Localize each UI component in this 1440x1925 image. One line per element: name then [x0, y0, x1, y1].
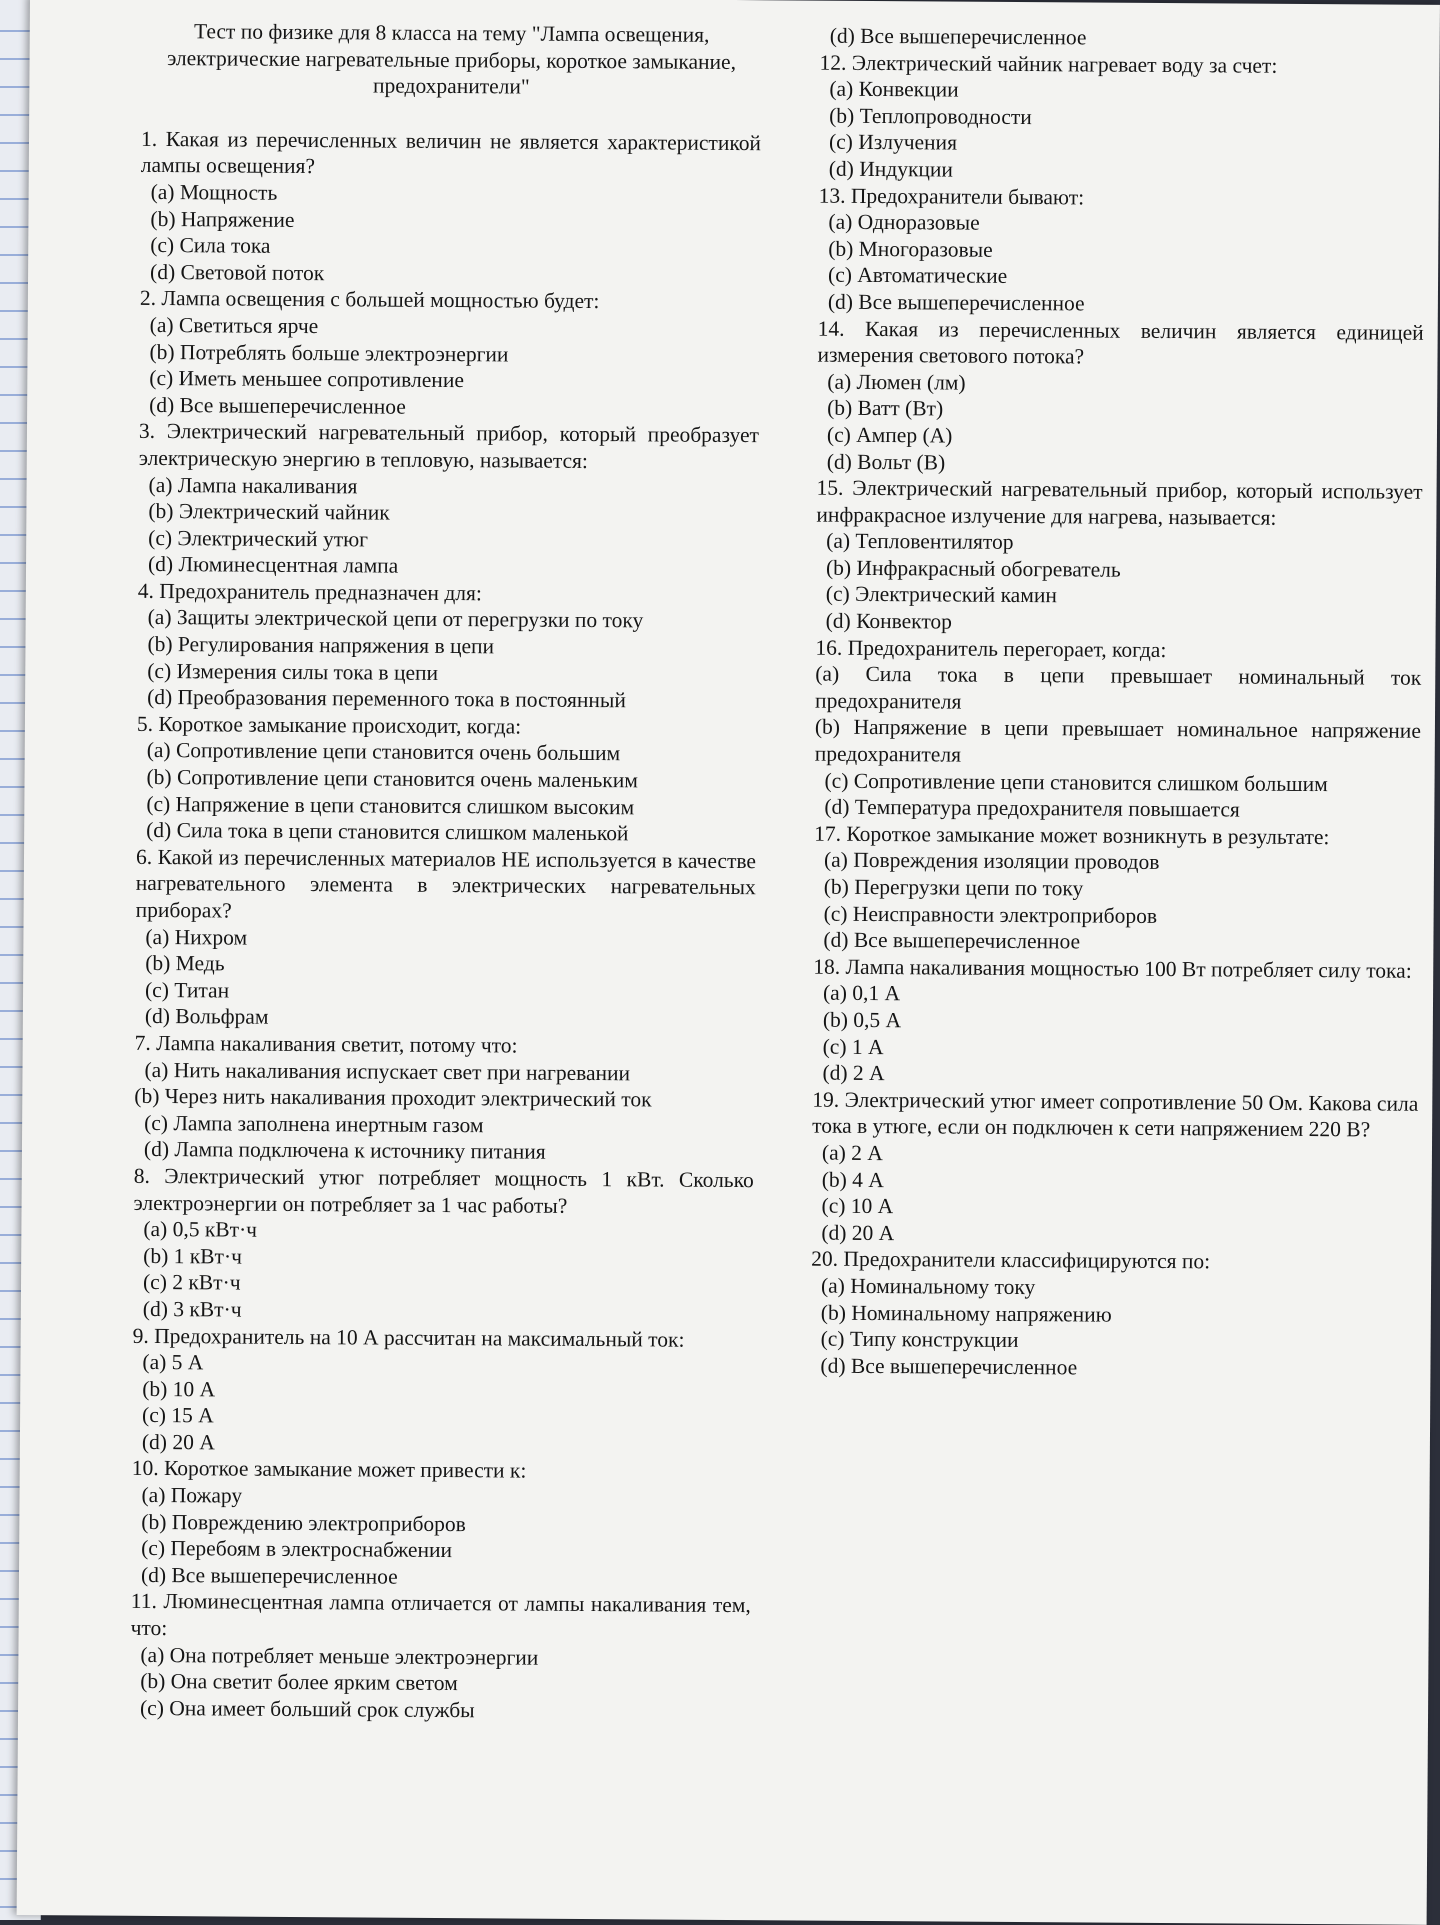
answer-option: (a) Пожару [141, 1482, 243, 1508]
question-text: 9. Предохранитель на 10 А рассчитан на максимальный ток: [132, 1323, 685, 1352]
answer-option: (b) Потреблять больше электроэнергии [149, 339, 509, 366]
question-text: 7. Лампа накаливания светит, потому что: [134, 1030, 518, 1058]
answer-option: (d) Все вышеперечисленное [829, 23, 1087, 50]
answer-option: (b) 1 кВт·ч [143, 1243, 243, 1269]
answer-option: (d) Вольфрам [144, 1004, 269, 1030]
answer-option: (c) 2 кВт·ч [142, 1270, 241, 1295]
answer-option: (b) Она светит более ярким светом [140, 1669, 458, 1696]
left-column [130, 18, 762, 1726]
answer-option: (a) Тепловентилятор [826, 528, 1014, 555]
answer-option: (b) Перегрузки цепи по току [823, 874, 1084, 901]
question-block [132, 1322, 753, 1459]
question-text: 16. Предохранитель перегорает, когда: [815, 635, 1167, 662]
answer-option: (b) Номинальному напряжению [820, 1300, 1112, 1327]
answer-option: (a) 0,5 кВт·ч [143, 1217, 258, 1242]
question-text: 15. Электрический нагревательный прибор, который использует инфракрасное излучение для нагрева, называется: [816, 475, 1423, 530]
question-block [813, 820, 1420, 957]
answer-option: (c) 10 А [821, 1193, 894, 1219]
page-title: Тест по физике для 8 класса на тему "Лампа освещения, электрические нагревательные приборы, короткое замыкание, предохранители" [167, 19, 737, 99]
question-text: 4. Предохранитель предназначен для: [137, 578, 482, 606]
answer-option: (a) Защиты электрической цепи от перегрузки по току [147, 605, 644, 633]
question-block [140, 126, 761, 290]
answer-option: (a) 5 А [142, 1349, 204, 1375]
answer-option: (b) 10 А [142, 1376, 216, 1402]
answer-option: (d) Лампа подключена к источнику питания [143, 1137, 546, 1165]
answer-option: (d) Индукции [828, 156, 954, 182]
answer-option: (c) 15 А [142, 1403, 214, 1428]
answer-option: (b) Регулирования напряжения в цепи [147, 631, 495, 659]
answer-option: (b) Сопротивление цепи становится очень маленьким [146, 764, 638, 793]
question-text: 11. Люминесцентная лампа отличается от лампы накаливания тем, что: [130, 1589, 751, 1641]
question-block [130, 1588, 751, 1725]
answer-option: (a) 2 А [821, 1140, 883, 1165]
answer-option: (d) Все вышеперечисленное [140, 1562, 398, 1589]
question-block [814, 634, 1421, 824]
answer-option: (a) Светиться ярче [149, 312, 319, 339]
question-block [136, 711, 757, 848]
question-text: 18. Лампа накаливания мощностью 100 Вт потребляет силу тока: [813, 954, 1412, 983]
question-text: 10. Короткое замыкание может привести к: [131, 1456, 527, 1484]
question-block [811, 1086, 1418, 1250]
question-block [816, 475, 1423, 639]
answer-option: (d) Температура предохранителя повышается [824, 794, 1240, 822]
answer-option: (b) Повреждению электроприборов [141, 1509, 466, 1536]
answer-option: (d) 20 А [821, 1220, 895, 1245]
answer-option: (b) Теплопроводности [829, 103, 1032, 129]
answer-option: (b) Ватт (Вт) [827, 395, 944, 421]
question-text: 8. Электрический утюг потребляет мощность 1 кВт. Сколько электроэнергии он потребляет за 1 час работы? [133, 1163, 754, 1218]
answer-option: (b) Напряжение [150, 206, 295, 232]
answer-option: (c) Излучения [828, 130, 958, 155]
answer-option: (b) 4 А [821, 1167, 884, 1192]
question-block [135, 844, 756, 1034]
question-block [817, 315, 1424, 479]
answer-option: (d) 3 кВт·ч [142, 1296, 242, 1322]
question-text: 12. Электрический чайник нагревает воду за счет: [819, 50, 1278, 78]
answer-option: (c) Неисправности электроприборов [823, 901, 1158, 928]
answer-option: (d) Все вышеперечисленное [820, 1353, 1078, 1380]
question-block [133, 1163, 754, 1327]
test-sheet [17, 0, 1440, 1925]
right-column [810, 23, 1425, 1383]
question-block [819, 49, 1426, 186]
answer-option: (c) Лампа заполнена инертным газом [144, 1110, 484, 1138]
question-list-right [810, 23, 1425, 1383]
answer-option: (c) Электрический камин [825, 582, 1057, 608]
answer-option: (b) Напряжение в цепи превышает номинальное напряжение предохранителя [814, 715, 1421, 767]
answer-option: (c) Перебоям в электроснабжении [141, 1536, 453, 1563]
answer-option: (c) Типу конструкции [820, 1326, 1019, 1353]
answer-option: (a) Нихром [145, 924, 248, 950]
answer-option: (d) 2 А [822, 1060, 885, 1086]
answer-option: (a) Мощность [150, 179, 278, 205]
answer-option: (c) Сопротивление цепи становится слишком большим [824, 768, 1328, 796]
answer-option: (b) Электрический чайник [148, 499, 390, 525]
question-text: 14. Какая из перечисленных величин является единицей измерения светового потока? [817, 316, 1424, 369]
answer-option: (c) Измерения силы тока в цепи [147, 658, 439, 685]
answer-option: (b) Многоразовые [828, 236, 993, 262]
question-text: 17. Короткое замыкание может возникнуть в результате: [814, 821, 1330, 849]
answer-option: (c) Она имеет больший срок службы [139, 1695, 475, 1723]
answer-option: (b) Через нить накаливания проходит электрический ток [134, 1083, 652, 1112]
answer-option: (c) Титан [144, 977, 230, 1003]
answer-option: (a) Сопротивление цепи становится очень большим [146, 738, 621, 766]
answer-option: (c) Автоматические [827, 263, 1008, 289]
answer-option: (d) Световой поток [150, 259, 325, 285]
question-block [810, 1246, 1417, 1383]
answer-option: (d) Сила тока в цепи становится слишком маленькой [146, 818, 629, 846]
answer-option: (d) Люминесцентная лампа [147, 552, 399, 578]
answer-option: (d) Все вышеперечисленное [149, 392, 406, 419]
question-block [138, 418, 759, 582]
answer-option: (d) Все вышеперечисленное [823, 927, 1081, 954]
question-text: 1. Какая из перечисленных величин не является характеристикой лампы освещения? [140, 126, 762, 179]
answer-option: (c) 1 А [822, 1034, 884, 1059]
answer-option: (a) Повреждения изоляции проводов [823, 848, 1160, 875]
answer-option: (a) Люмен (лм) [827, 369, 966, 395]
answer-option: (d) Вольт (В) [826, 449, 946, 474]
answer-option: (a) Сила тока в цепи превышает номинальный ток предохранителя [815, 661, 1422, 714]
answer-option: (c) Иметь меньшее сопротивление [149, 366, 465, 393]
question-text: 2. Лампа освещения с большей мощностью будет: [139, 286, 600, 314]
answer-option: (a) Лампа накаливания [148, 472, 358, 498]
question-text: 20. Предохранители классифицируются по: [811, 1246, 1211, 1274]
answer-option: (c) Напряжение в цепи становится слишком высоким [146, 791, 635, 819]
answer-option: (a) Номинальному току [820, 1273, 1036, 1300]
question-text: 13. Предохранители бывают: [818, 183, 1085, 210]
question-block [820, 23, 1426, 54]
answer-option: (b) 0,5 А [822, 1007, 902, 1033]
answer-option: (a) Она потребляет меньше электроэнергии [140, 1642, 539, 1670]
answer-option: (a) 0,1 А [822, 981, 901, 1006]
question-list-left [130, 126, 761, 1726]
question-block [137, 578, 758, 715]
answer-option: (a) Одноразовые [828, 209, 980, 235]
question-block [139, 285, 760, 422]
question-text: 5. Короткое замыкание происходит, когда: [136, 711, 522, 739]
question-block [131, 1455, 752, 1592]
answer-option: (d) Преобразования переменного тока в постоянный [147, 685, 626, 713]
question-block [134, 1030, 755, 1167]
answer-option: (d) Конвектор [825, 608, 953, 634]
answer-option: (b) Инфракрасный обогреватель [825, 555, 1121, 582]
question-text: 3. Электрический нагревательный прибор, который преобразует электрическую энергию в тепловую, называется: [138, 419, 760, 473]
question-block [812, 953, 1419, 1090]
answer-option: (c) Ампер (А) [826, 422, 953, 448]
answer-option: (c) Сила тока [150, 233, 271, 258]
question-block [818, 182, 1425, 319]
question-text: 19. Электрический утюг имеет сопротивление 50 Ом. Какова сила тока в утюге, если он подключен к сети напряжением 220 В? [812, 1087, 1419, 1142]
answer-option: (a) Нить накаливания испускает свет при нагревании [144, 1057, 631, 1085]
answer-option: (a) Конвекции [829, 76, 959, 102]
answer-option: (d) 20 А [141, 1429, 215, 1455]
answer-option: (b) Медь [145, 951, 225, 976]
answer-option: (c) Электрический утюг [148, 525, 369, 552]
question-text: 6. Какой из перечисленных материалов НЕ используется в качестве нагревательного элемента в электрических нагревательных приборах? [135, 844, 757, 923]
answer-option: (d) Все вышеперечисленное [827, 289, 1085, 316]
